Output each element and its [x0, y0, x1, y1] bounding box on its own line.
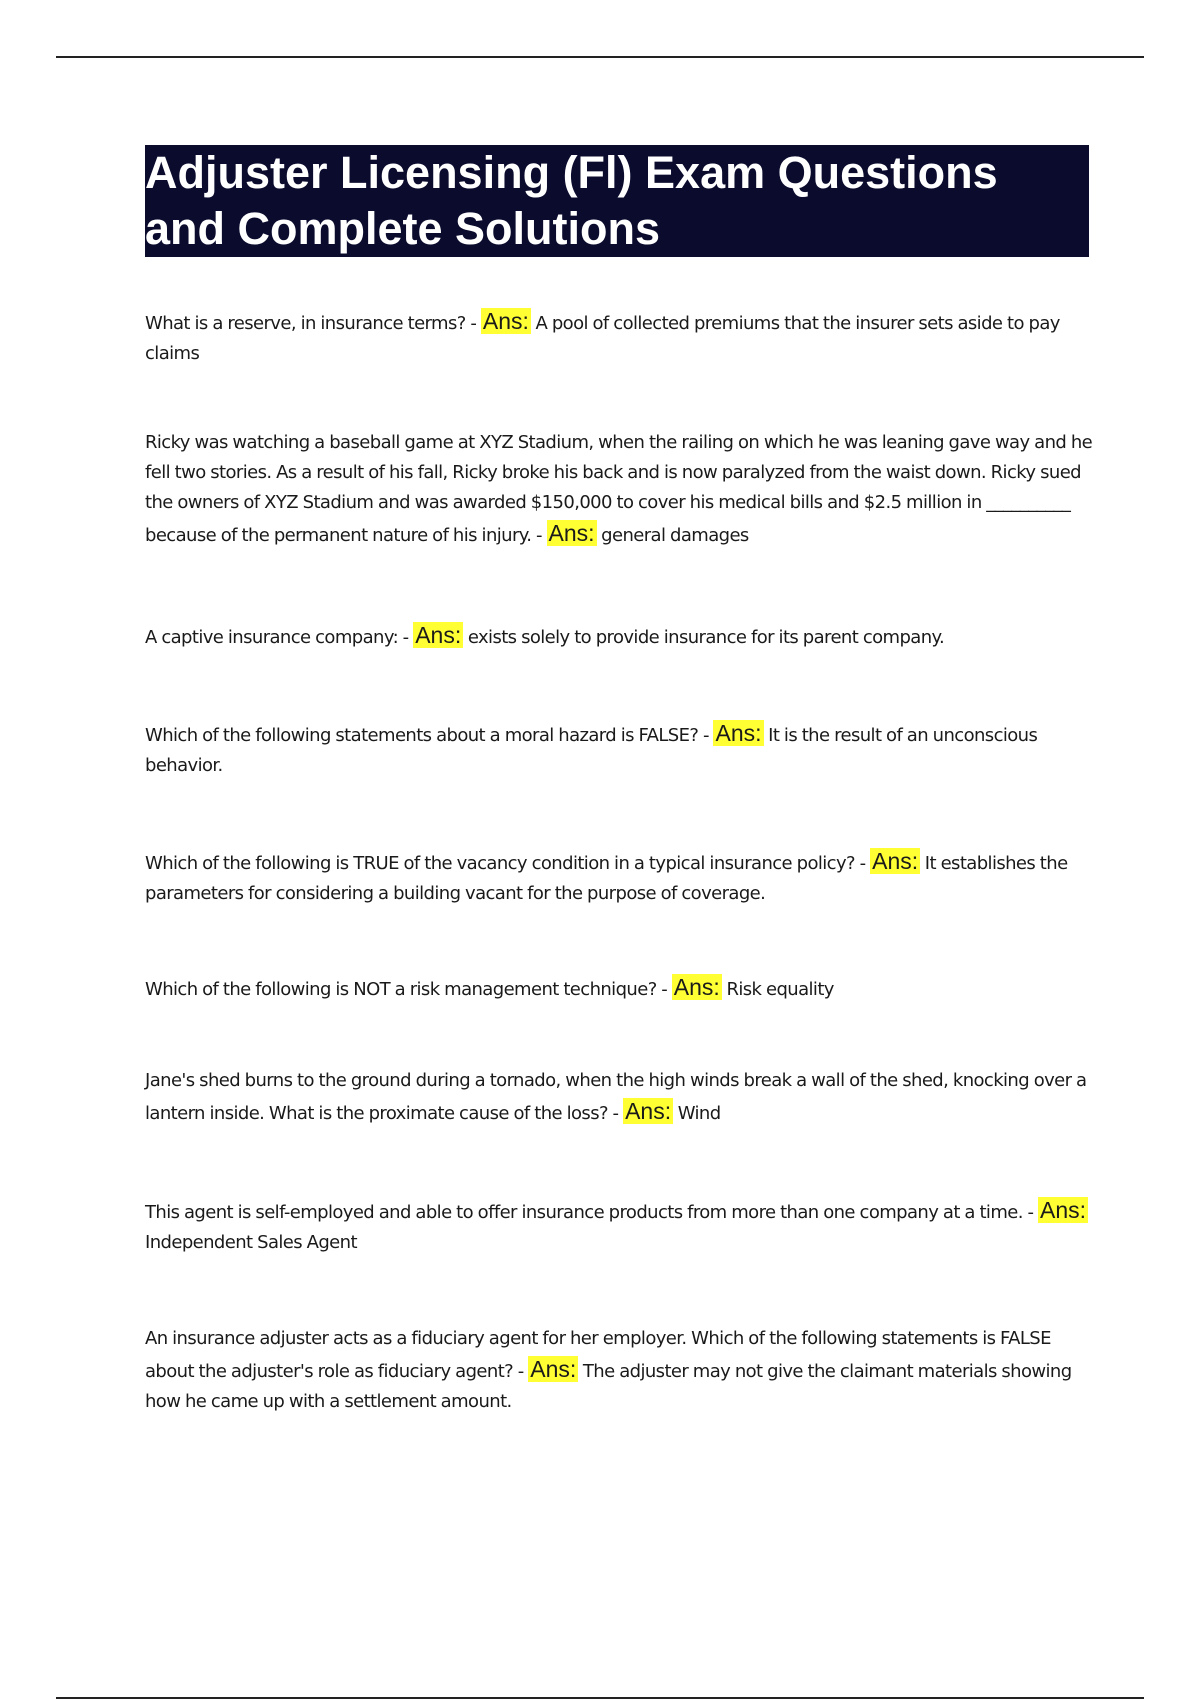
qa-item [145, 718, 1095, 781]
qa-item [145, 428, 1095, 551]
answer-marker: Ans: [530, 1356, 577, 1382]
qa-item [145, 306, 1095, 369]
question-text: This agent is self-employed and able to offer insurance products from more than one company at a time. - [145, 1202, 1038, 1223]
document-title: Adjuster Licensing (Fl) Exam Questions and Complete Solutions [145, 147, 998, 254]
answer-text: It establishes the parameters for considering a building vacant for the purpose of coverage. [145, 853, 1068, 904]
top-rule [56, 56, 1144, 58]
question-text: Which of the following statements about a moral hazard is FALSE? - [145, 725, 714, 746]
answer-marker: Ans: [1040, 1197, 1087, 1223]
question-text: Which of the following is NOT a risk management technique? - [145, 979, 672, 1000]
qa-item [145, 1195, 1095, 1258]
qa-item [145, 620, 1095, 653]
qa-item [145, 1324, 1095, 1417]
answer-marker: Ans: [673, 974, 720, 1000]
title-banner [145, 145, 1089, 257]
answer-marker: Ans: [872, 848, 919, 874]
question-text: Which of the following is TRUE of the vacancy condition in a typical insurance policy? - [145, 853, 871, 874]
answer-text: general damages [596, 525, 749, 546]
answer-text: Wind [673, 1103, 721, 1124]
answer-marker: Ans: [625, 1098, 672, 1124]
answer-text: Independent Sales Agent [145, 1232, 357, 1253]
answer-marker: Ans: [715, 720, 762, 746]
answer-text: Risk equality [721, 979, 834, 1000]
answer-text: It is the result of an unconscious behavior. [145, 725, 1038, 776]
qa-item [145, 972, 1095, 1005]
answer-marker: Ans: [548, 520, 595, 546]
answer-marker: Ans: [482, 308, 529, 334]
question-text: An insurance adjuster acts as a fiduciary agent for her employer. Which of the following statements is FALSE about the adjuster's role as fiduciary agent? - [145, 1328, 1051, 1382]
answer-text: The adjuster may not give the claimant materials showing how he came up with a settlement amount. [145, 1361, 1072, 1412]
question-text: Ricky was watching a baseball game at XYZ Stadium, when the railing on which he was leaning gave way and he fell two stories. As a result of his fall, Ricky broke his back and is now paralyzed from the waist down. Ricky sued the owners of XYZ Stadium and was awarded $150,000 to cover his medical bills and $2.5 million in __________ because of the permanent nature of his injury. - [145, 432, 1093, 546]
question-text: What is a reserve, in insurance terms? - [145, 313, 481, 334]
answer-marker: Ans: [415, 622, 462, 648]
bottom-rule [56, 1697, 1144, 1699]
question-text: Jane's shed burns to the ground during a tornado, when the high winds break a wall of the shed, knocking over a lantern inside. What is the proximate cause of the loss? - [145, 1070, 1087, 1124]
answer-text: A pool of collected premiums that the insurer sets aside to pay claims [145, 313, 1060, 364]
answer-text: exists solely to provide insurance for its parent company. [463, 627, 945, 648]
qa-item [145, 846, 1095, 909]
question-text: A captive insurance company: - [145, 627, 414, 648]
qa-item [145, 1066, 1095, 1129]
